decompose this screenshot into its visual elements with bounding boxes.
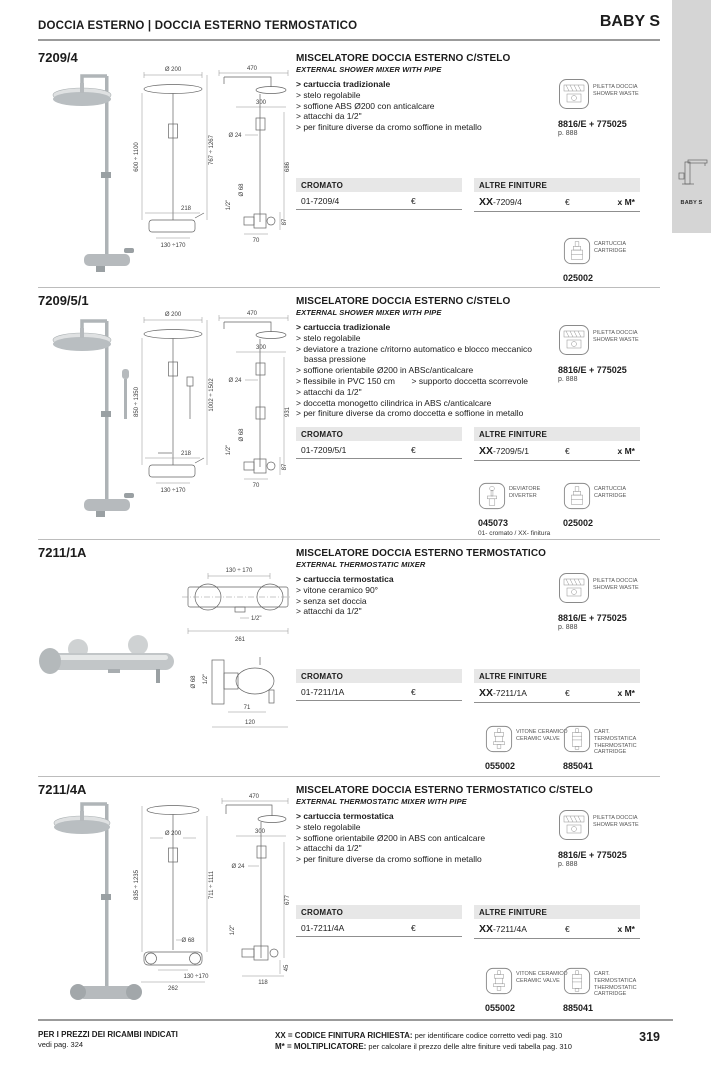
dim-label: Ø 24 (228, 378, 242, 384)
accessory-ceramic-valve (485, 967, 571, 1013)
product-subtitle: EXTERNAL SHOWER MIXER WITH PIPE (296, 65, 442, 74)
accessory-cartridge (563, 237, 649, 283)
feature-list (296, 322, 554, 419)
front-view (134, 806, 215, 993)
price-header: ALTRE FINITURE (474, 905, 640, 919)
feature-item: > senza set doccia (296, 595, 367, 606)
ceramic-valve-icon (485, 967, 513, 1000)
feature-item: > cartuccia termostatica (296, 811, 394, 821)
shower-waste-icon (558, 809, 590, 846)
price-code: XX-7211/1A (479, 687, 527, 699)
waste-label-it: PILETTA DOCCIA (593, 578, 638, 584)
price-table-cromato (296, 669, 462, 701)
waste-code: 8816/E + 775025 (558, 119, 627, 129)
product-code: 7211/4A (38, 782, 87, 797)
feature-item: > cartuccia tradizionale (296, 322, 391, 332)
waste-label-en: SHOWER WASTE (593, 90, 639, 97)
front-view (134, 312, 215, 494)
dim-label: 470 (248, 794, 260, 800)
feature-item: > attacchi da 1/2" (296, 111, 362, 122)
multiplier: x M* (617, 446, 635, 456)
waste-code: 8816/E + 775025 (558, 613, 627, 623)
product-section-7209-5-1 (0, 293, 711, 539)
accessory-label: DIVERTER (509, 492, 537, 499)
waste-page-ref: p. 888 (558, 130, 578, 137)
feature-item: > per finiture diverse da cromo soffione in metallo (296, 122, 482, 133)
product-photo (53, 321, 134, 517)
side-view (219, 311, 291, 489)
dim-label: 130 ÷ 170 (225, 568, 253, 574)
shower-waste-icon (558, 572, 590, 609)
waste-page-ref: p. 888 (558, 861, 578, 868)
accessory-label: CARTUCCIA (594, 486, 626, 492)
price-code: XX-7211/4A (479, 923, 527, 935)
feature-item: > cartuccia tradizionale (296, 79, 391, 89)
multiplier: x M* (617, 688, 635, 698)
currency-sign: € (411, 196, 416, 206)
footer-legend-m: M* = MOLTIPLICATORE: per calcolare il prezzo delle altre finiture vedi tabella pag. 310 (275, 1042, 572, 1051)
feature-item: > stelo regolabile (296, 332, 361, 343)
accessory-thermostatic-cartridge (563, 725, 649, 771)
feature-item: > flessibile in PVC 150 cm > supporto doccetta scorrevole (296, 375, 528, 386)
dim-label: Ø 200 (164, 67, 182, 73)
waste-code: 8816/E + 775025 (558, 850, 627, 860)
dim-label: 118 (258, 980, 268, 986)
accessory-cartridge (563, 482, 649, 528)
series-name: BABY S (599, 13, 660, 30)
price-header: ALTRE FINITURE (474, 427, 640, 441)
product-subtitle: EXTERNAL SHOWER MIXER WITH PIPE (296, 308, 442, 317)
side-view (219, 66, 291, 244)
price-header: CROMATO (296, 427, 462, 441)
dim-label: Ø 68 (239, 183, 245, 197)
price-table-altre-finiture (474, 178, 640, 212)
currency-sign: € (411, 687, 416, 697)
price-code: 01-7211/1A (301, 687, 345, 697)
product-subtitle: EXTERNAL THERMOSTATIC MIXER (296, 560, 426, 569)
price-table-altre-finiture (474, 669, 640, 703)
price-header: ALTRE FINITURE (474, 669, 640, 683)
dim-label: 1002 ÷ 1502 (209, 378, 215, 412)
accessory-code: 055002 (485, 761, 516, 771)
cartridge-icon (563, 237, 591, 270)
dim-label: Ø 24 (231, 864, 245, 870)
dim-label: 767 ÷ 1267 (209, 135, 215, 165)
product-photo (39, 635, 174, 683)
shower-waste-ref (558, 78, 668, 137)
side-view (222, 794, 291, 986)
waste-label-en: SHOWER WASTE (593, 336, 639, 343)
price-code: 01-7209/5/1 (301, 445, 347, 455)
feature-item: > per finiture diverse da cromo soffione in metallo (296, 854, 482, 865)
dim-label: 87 (282, 463, 288, 471)
feature-item: > deviatore a trazione c/ritorno automatico e blocco meccanico bassa pressione (296, 343, 532, 365)
dim-label: 300 (255, 345, 267, 351)
footer-spare-parts-note (38, 1030, 178, 1050)
product-code: 7211/1A (38, 545, 87, 560)
technical-drawing-7211-1A (38, 557, 292, 735)
product-subtitle: EXTERNAL THERMOSTATIC MIXER WITH PIPE (296, 797, 467, 806)
dim-label: 87 (282, 218, 288, 226)
page-title: DOCCIA ESTERNO | DOCCIA ESTERNO TERMOSTATICO (38, 20, 358, 32)
price-code: 01-7211/4A (301, 923, 345, 933)
feature-list (296, 811, 554, 865)
product-code: 7209/5/1 (38, 293, 89, 308)
price-table-altre-finiture (474, 905, 640, 939)
accessory-label: VITONE CERAMICO (516, 971, 568, 977)
price-code: 01-7209/4 (301, 196, 340, 206)
accessory-label: CARTUCCIA (594, 241, 626, 247)
waste-label-it: PILETTA DOCCIA (593, 330, 638, 336)
section-separator (38, 539, 660, 540)
product-section-7211-4A (0, 782, 711, 1014)
feature-item: > vitone ceramico 90° (296, 584, 379, 595)
multiplier: x M* (617, 197, 635, 207)
accessory-label: DEVIATORE (509, 486, 541, 492)
dim-label: 470 (246, 66, 258, 72)
dim-label: Ø 24 (228, 133, 242, 139)
accessory-code: 025002 (563, 518, 594, 528)
price-code: XX-7209/5/1 (479, 445, 529, 457)
dim-label: 850 ÷ 1350 (134, 387, 140, 417)
accessory-label: VITONE CERAMICO (516, 729, 568, 735)
dim-label: 1/2" (203, 673, 209, 685)
dim-label: 1/2" (226, 199, 232, 211)
dim-label: 300 (254, 829, 266, 835)
footer-note-line1: PER I PREZZI DEI RICAMBI INDICATI (38, 1030, 178, 1039)
accessory-thermostatic-cartridge (563, 967, 649, 1013)
waste-label-it: PILETTA DOCCIA (593, 815, 638, 821)
accessory-label: CARTRIDGE (594, 991, 627, 998)
currency-sign: € (411, 445, 416, 455)
dim-label: 261 (234, 637, 246, 643)
footer-rule (38, 1019, 673, 1021)
section-separator (38, 776, 660, 777)
dim-label: 130 ÷170 (183, 974, 209, 980)
feature-item: > doccetta monogetto cilindrica in ABS c/anticalcare (296, 397, 492, 408)
product-code: 7209/4 (38, 50, 78, 65)
waste-page-ref: p. 888 (558, 624, 578, 631)
dim-label: 70 (252, 238, 260, 244)
dim-label: 45 (284, 964, 290, 972)
dim-label: 218 (180, 206, 192, 212)
dim-label: 711 ÷ 1111 (209, 870, 215, 900)
footer-note-line2: vedi pag. 324 (38, 1040, 84, 1049)
footer-legend-xx: XX = CODICE FINITURA RICHIESTA: per identificare codice corretto vedi pag. 310 (275, 1031, 563, 1040)
accessory-label: THERMOSTATIC (594, 984, 637, 991)
technical-drawing-7209-4 (38, 62, 292, 288)
dim-label: 300 (255, 100, 267, 106)
top-view (182, 568, 292, 643)
accessory-label: CERAMIC VALVE (516, 735, 560, 742)
dim-label: 835 ÷ 1235 (134, 870, 140, 900)
price-code: XX-7209/4 (479, 196, 522, 208)
accessory-label: CARTRIDGE (594, 247, 627, 254)
dim-label: 600 ÷ 1100 (134, 142, 140, 172)
dim-label: 1/2" (230, 924, 236, 936)
dim-label: Ø 68 (181, 938, 195, 944)
waste-label-it: PILETTA DOCCIA (593, 84, 638, 90)
dim-label: 686 (285, 161, 291, 173)
price-table-cromato (296, 178, 462, 210)
multiplier: x M* (617, 924, 635, 934)
shower-waste-ref (558, 809, 668, 868)
accessory-note: 01- cromato / XX- finitura (478, 530, 551, 537)
currency-sign: € (565, 924, 570, 934)
page-number: 319 (639, 1030, 660, 1044)
currency-sign: € (411, 923, 416, 933)
ceramic-valve-icon (485, 725, 513, 758)
product-photo (54, 804, 142, 1000)
feature-item: > stelo regolabile (296, 89, 361, 100)
shower-waste-icon (558, 324, 590, 361)
accessory-label: CERAMIC VALVE (516, 977, 560, 984)
product-title: MISCELATORE DOCCIA ESTERNO C/STELO (296, 53, 511, 64)
side-tab-label: BABY S (680, 200, 703, 206)
header-rule (38, 39, 660, 41)
dim-label: 120 (244, 720, 256, 726)
dim-label: Ø 68 (191, 675, 197, 689)
thermostatic-cartridge-icon (563, 967, 591, 1000)
accessory-code: 885041 (563, 761, 594, 771)
front-view (134, 67, 215, 249)
accessory-label: CART. TERMOSTATICA (594, 971, 637, 984)
feature-list (296, 79, 554, 133)
feature-item: > cartuccia termostatica (296, 574, 394, 584)
price-table-cromato (296, 905, 462, 937)
section-separator (38, 287, 660, 288)
dim-label: Ø 200 (164, 831, 182, 837)
price-header: CROMATO (296, 905, 462, 919)
dim-label: 1/2" (226, 444, 232, 456)
currency-sign: € (565, 446, 570, 456)
price-table-cromato (296, 427, 462, 459)
dim-label: 130 ÷170 (160, 243, 186, 249)
accessory-code: 055002 (485, 1003, 516, 1013)
dim-label: Ø 200 (164, 312, 182, 318)
diverter-icon (478, 482, 506, 515)
price-header: CROMATO (296, 669, 462, 683)
product-title: MISCELATORE DOCCIA ESTERNO TERMOSTATICO C/STELO (296, 785, 593, 796)
currency-sign: € (565, 197, 570, 207)
dim-label: 218 (180, 451, 192, 457)
technical-drawing-7211-4A (38, 790, 292, 1016)
accessory-ceramic-valve (485, 725, 571, 771)
product-title: MISCELATORE DOCCIA ESTERNO TERMOSTATICO (296, 548, 547, 559)
dim-label: 70 (252, 483, 260, 489)
price-table-altre-finiture (474, 427, 640, 461)
dim-label: 470 (246, 311, 258, 317)
feature-item: > attacchi da 1/2" (296, 386, 362, 397)
accessory-diverter (478, 482, 564, 537)
feature-item: > attacchi da 1/2" (296, 606, 362, 617)
dim-label: 931 (285, 406, 291, 418)
currency-sign: € (565, 688, 570, 698)
shower-waste-icon (558, 78, 590, 115)
product-photo (53, 76, 134, 272)
accessory-label: CARTRIDGE (594, 492, 627, 499)
dim-label: 130 ÷170 (160, 488, 186, 494)
waste-page-ref: p. 888 (558, 376, 578, 383)
dim-label: 71 (243, 705, 251, 711)
thermostatic-cartridge-icon (563, 725, 591, 758)
side-view (191, 657, 288, 727)
feature-item: > attacchi da 1/2" (296, 843, 362, 854)
accessory-label: CARTRIDGE (594, 749, 627, 756)
dim-label: 677 (285, 894, 291, 906)
cartridge-icon (563, 482, 591, 515)
product-section-7211-1A (0, 545, 711, 776)
accessory-label: CART. TERMOSTATICA (594, 729, 637, 742)
footer-legend (275, 1030, 572, 1052)
dim-label: 262 (167, 986, 179, 992)
accessory-label: THERMOSTATIC (594, 742, 637, 749)
feature-item: > stelo regolabile (296, 821, 361, 832)
waste-label-en: SHOWER WASTE (593, 584, 639, 591)
feature-list (296, 574, 554, 617)
waste-label-en: SHOWER WASTE (593, 821, 639, 828)
accessory-code: 025002 (563, 273, 594, 283)
waste-code: 8816/E + 775025 (558, 365, 627, 375)
accessory-code: 045073 (478, 518, 509, 528)
shower-waste-ref (558, 324, 668, 383)
dim-label: Ø 68 (239, 428, 245, 442)
technical-drawing-7209-5-1 (38, 307, 292, 533)
product-title: MISCELATORE DOCCIA ESTERNO C/STELO (296, 296, 511, 307)
price-header: ALTRE FINITURE (474, 178, 640, 192)
feature-item: > soffione orientabile Ø200 in ABSc/anticalcare (296, 365, 474, 376)
dim-label: 1/2" (251, 616, 262, 622)
shower-waste-ref (558, 572, 668, 631)
price-header: CROMATO (296, 178, 462, 192)
product-section-7209-4 (0, 50, 711, 287)
feature-item: > per finiture diverse da cromo doccetta e soffione in metallo (296, 408, 524, 419)
accessory-code: 885041 (563, 1003, 594, 1013)
feature-item: > soffione orientabile Ø200 in ABS con anticalcare (296, 832, 486, 843)
feature-item: > soffione ABS Ø200 con anticalcare (296, 100, 435, 111)
